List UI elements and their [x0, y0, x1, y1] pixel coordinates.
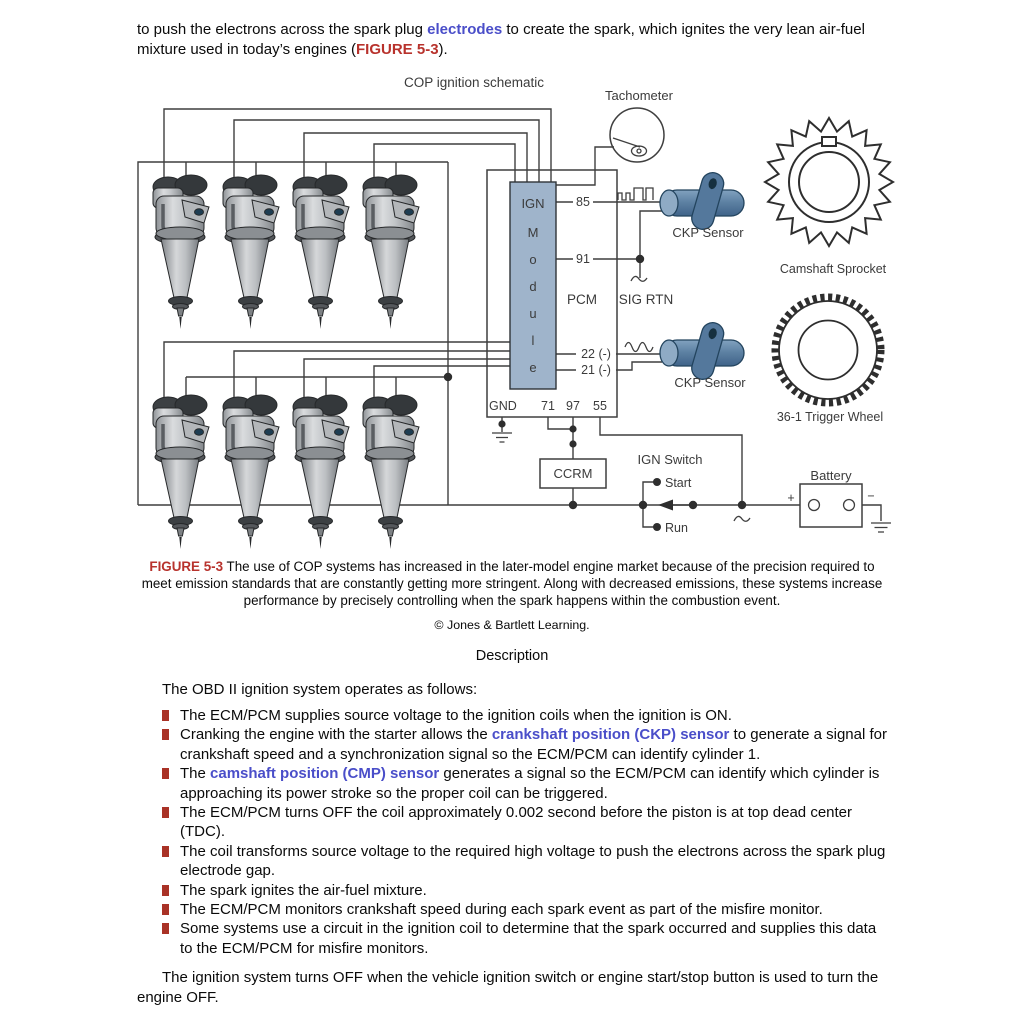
battery-minus-label: −: [867, 489, 875, 503]
bullet-item: [162, 725, 887, 764]
bullet-marker-icon: [162, 846, 169, 857]
term-link[interactable]: camshaft position (CMP) sensor: [210, 765, 440, 783]
bullet-text: The ECM/PCM monitors crankshaft speed during each spark event as part of the misfire monitor.: [180, 901, 823, 919]
bullet-text: Some systems use a circuit in the ignition coil to determine that the spark occurred and supplies this data to the ECM/PCM for misfire monitors.: [180, 920, 877, 957]
ckp-sensor-bottom: [660, 320, 744, 382]
electrodes-link[interactable]: electrodes: [427, 21, 503, 38]
intro-text-2: to create the spark, which ignites the very lean air-fuel mixture used in today’s engines (: [137, 21, 865, 58]
caption-text: The use of COP systems has increased in the later-model engine market because of the precision required to meet emission standards that are constantly getting more stringent. Along with decreased emissions, these systems increase performance by precisely controlling when the spark happens within the combustion event.: [141, 559, 883, 608]
bullet-marker-icon: [162, 923, 169, 934]
svg-text:l: l: [531, 333, 535, 348]
bullet-item: [162, 919, 887, 958]
ignition-coil: [223, 395, 279, 549]
sine-wave-icon: [625, 343, 653, 352]
intro-text-1: to push the electrons across the spark plug: [137, 21, 428, 38]
ign-switch-label: IGN Switch: [637, 452, 703, 467]
battery-label: Battery: [810, 468, 852, 483]
bullet-item: [162, 803, 887, 842]
ignition-coil: [293, 395, 349, 549]
ignition-coil: [363, 395, 419, 549]
battery-plus-label: +: [787, 491, 795, 505]
camshaft-sprocket: [765, 118, 893, 246]
figure-caption: [137, 558, 887, 609]
description-intro: The OBD II ignition system operates as follows:: [162, 681, 478, 698]
ignition-coil: [223, 175, 279, 329]
ccrm-label: CCRM: [553, 466, 593, 481]
pin-85-label: 85: [576, 195, 590, 209]
camshaft-sprocket-label: Camshaft Sprocket: [779, 262, 887, 276]
sig-rtn-break-icon: [631, 276, 647, 281]
svg-text:e: e: [529, 360, 537, 375]
tachometer-label: Tachometer: [605, 88, 673, 103]
pin-22-label: 22 (-): [581, 347, 611, 361]
figure-5-3-diagram: [130, 74, 912, 555]
sig-rtn-label: SIG RTN: [618, 292, 674, 307]
trigger-wheel-label: 36-1 Trigger Wheel: [776, 410, 884, 424]
bullet-marker-icon: [162, 710, 169, 721]
square-wave-icon: [618, 188, 653, 200]
bullet-marker-icon: [162, 885, 169, 896]
description-heading: Description: [475, 648, 549, 664]
coil-bank-2: [153, 395, 419, 549]
svg-text:d: d: [529, 279, 537, 294]
trigger-wheel: [775, 297, 881, 403]
bullet-item: [162, 706, 887, 725]
schematic-title: COP ignition schematic: [403, 75, 545, 90]
figure-5-3-ref[interactable]: FIGURE 5-3: [356, 41, 439, 58]
bullet-text: The coil transforms source voltage to the required high voltage to push the electrons across the spark plug electrode gap.: [180, 842, 886, 880]
bullet-text: The spark ignites the air-fuel mixture.: [180, 881, 427, 899]
ground-symbol-gnd: [492, 433, 512, 442]
bullet-item: [162, 842, 887, 881]
battery: [800, 484, 862, 527]
bullet-item: [162, 764, 887, 803]
intro-text-3: ).: [438, 41, 448, 58]
feed-break-icon: [734, 516, 750, 521]
copyright-credit: © Jones & Bartlett Learning.: [434, 618, 590, 632]
svg-text:o: o: [529, 252, 537, 267]
bullet-item: [162, 881, 887, 900]
svg-text:M: M: [527, 225, 539, 240]
ckp-sensor-bottom-label: CKP Sensor: [674, 375, 746, 390]
pin-91-label: 91: [576, 252, 590, 266]
svg-text:u: u: [529, 306, 537, 321]
ignition-coil: [293, 175, 349, 329]
bullet-text: The ECM/PCM turns OFF the coil approximately 0.002 second before the piston is at top dead center (TDC).: [180, 804, 853, 841]
pin-21-label: 21 (-): [581, 363, 611, 377]
bullet-text: The: [180, 765, 211, 783]
coil-bank-1: [153, 175, 419, 329]
term-link[interactable]: crankshaft position (CKP) sensor: [491, 726, 730, 744]
caption-figure-ref: FIGURE 5-3: [149, 559, 224, 574]
ign-label: IGN: [521, 196, 545, 211]
description-bullets: [162, 706, 887, 958]
ckp-sensor-top-label: CKP Sensor: [672, 225, 744, 240]
cop-ignition-schematic: [130, 74, 912, 550]
pcm-label: PCM: [567, 292, 597, 307]
ignition-coil: [153, 175, 209, 329]
bullet-text: The ECM/PCM supplies source voltage to the ignition coils when the ignition is ON.: [180, 707, 732, 724]
gnd-label: GND: [489, 399, 517, 413]
run-label: Run: [665, 521, 688, 535]
switch-wiper-arrow: [658, 500, 673, 511]
bullet-text: to generate a signal for crankshaft speed and a synchronization signal so the ECM/PCM can identify cylinder 1.: [180, 726, 887, 763]
bullet-marker-icon: [162, 729, 169, 740]
bullet-text: generates a signal so the ECM/PCM can identify which cylinder is approaching its power stroke so the proper coil can be triggered.: [180, 765, 880, 802]
tachometer-gauge: [610, 108, 664, 162]
bullet-marker-icon: [162, 768, 169, 779]
bullet-marker-icon: [162, 807, 169, 818]
start-label: Start: [665, 476, 692, 490]
pin-97-label: 97: [566, 399, 580, 413]
bullet-text: Cranking the engine with the starter allows the: [180, 726, 492, 744]
bullet-item: [162, 900, 887, 919]
pin-71-label: 71: [541, 399, 555, 413]
intro-paragraph: [137, 20, 887, 60]
ignition-coil: [363, 175, 419, 329]
ckp-sensor-top: [660, 170, 744, 232]
bullet-marker-icon: [162, 904, 169, 915]
ignition-coil: [153, 395, 209, 549]
pin-55-label: 55: [593, 399, 607, 413]
ground-symbol-battery: [871, 523, 891, 532]
closing-paragraph: The ignition system turns OFF when the vehicle ignition switch or engine start/stop button is used to turn the engine OFF.: [137, 969, 879, 1007]
